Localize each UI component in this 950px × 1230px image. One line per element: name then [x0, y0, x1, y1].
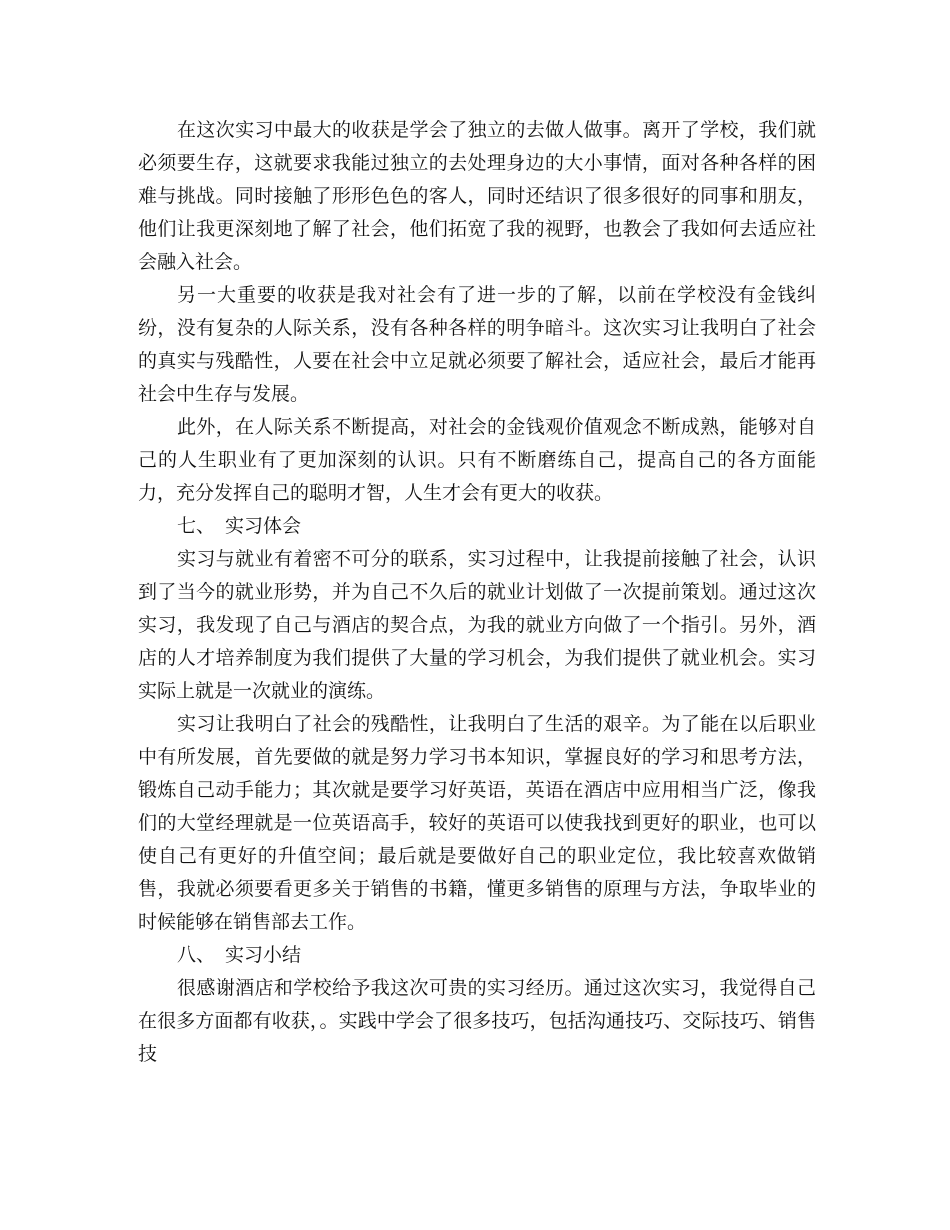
paragraph-internship-employment: 实习与就业有着密不可分的联系，实习过程中，让我提前接触了社会，认识到了当今的就业形势，并为自己不久后的就业计划做了一次提前策划。通过这次实习，我发现了自己与酒店的契合点，为我的就业方向做了一个指引。另外，酒店的人才培养制度为我们提供了大量的学习机会，为我们提供了就业机会。实习实际上就是一次就业的演练。 — [138, 548, 816, 702]
section-number: 八、 — [177, 944, 216, 966]
section-number: 七、 — [177, 515, 216, 537]
section-title: 实习小结 — [225, 944, 302, 966]
paragraph-summary: 很感谢酒店和学校给予我这次可贵的实习经历。通过这次实习，我觉得自己在很多方面都有收获，。实践中学会了很多技巧，包括沟通技巧、交际技巧、销售技 — [138, 977, 816, 1065]
paragraph-society-understanding: 另一大重要的收获是我对社会有了进一步的了解，以前在学校没有金钱纠纷，没有复杂的人际关系，没有各种各样的明争暗斗。这次实习让我明白了社会的真实与残酷性，人要在社会中立足就必须要了解社会，适应社会，最后才能再社会中生存与发展。 — [138, 284, 816, 405]
section-heading-eight — [138, 939, 816, 972]
section-title: 实习体会 — [225, 515, 302, 537]
paragraph-career-plan: 实习让我明白了社会的残酷性，让我明白了生活的艰辛。为了能在以后职业中有所发展，首先要做的就是努力学习书本知识，掌握良好的学习和思考方法，锻炼自己动手能力；其次就是要学习好英语，英语在酒店中应用相当广泛，像我们的大堂经理就是一位英语高手，较好的英语可以使我找到更好的职业，也可以使自己有更好的升值空间；最后就是要做好自己的职业定位，我比较喜欢做销售，我就必须要看更多关于销售的书籍，懂更多销售的原理与方法，争取毕业的时候能够在销售部去工作。 — [138, 713, 816, 933]
section-heading-seven — [138, 510, 816, 543]
paragraph-additionally: 此外，在人际关系不断提高，对社会的金钱观价值观念不断成熟，能够对自己的人生职业有了更加深刻的认识。只有不断磨练自己，提高自己的各方面能力，充分发挥自己的聪明才智，人生才会有更大的收获。 — [138, 416, 816, 504]
document-body — [138, 114, 816, 1071]
paragraph-main-gain: 在这次实习中最大的收获是学会了独立的去做人做事。离开了学校，我们就必须要生存，这就要求我能过独立的去处理身边的大小事情，面对各种各样的困难与挑战。同时接触了形形色色的客人，同时还结识了很多很好的同事和朋友，他们让我更深刻地了解了社会，他们拓宽了我的视野，也教会了我如何去适应社会融入社会。 — [138, 119, 816, 273]
